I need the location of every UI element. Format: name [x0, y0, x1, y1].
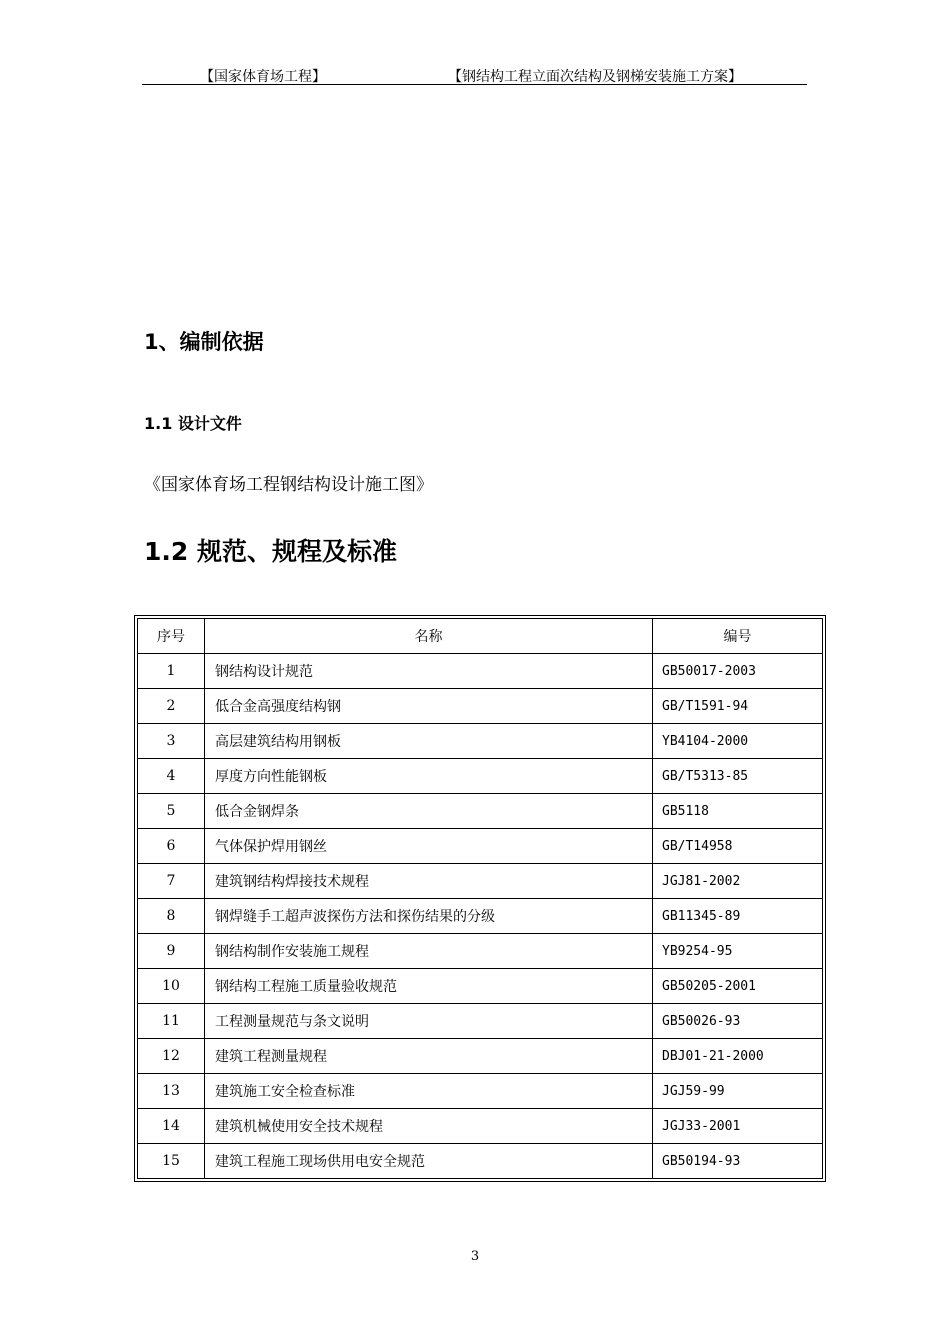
table-header-row: [138, 619, 823, 654]
table-row: [138, 1074, 823, 1109]
cell-index: 11: [138, 1004, 205, 1039]
table-row: [138, 969, 823, 1004]
cell-name: 建筑钢结构焊接技术规程: [205, 864, 653, 899]
table-row: [138, 899, 823, 934]
header-rule: [142, 84, 807, 85]
cell-index: 4: [138, 759, 205, 794]
cell-name: 低合金钢焊条: [205, 794, 653, 829]
standards-table: [137, 618, 823, 1179]
table-row: [138, 864, 823, 899]
table-row: [138, 689, 823, 724]
cell-index: 8: [138, 899, 205, 934]
cell-name: 低合金高强度结构钢: [205, 689, 653, 724]
cell-name: 厚度方向性能钢板: [205, 759, 653, 794]
table-row: [138, 934, 823, 969]
cell-name: 工程测量规范与条文说明: [205, 1004, 653, 1039]
cell-code: JGJ33-2001: [653, 1109, 823, 1144]
cell-code: GB11345-89: [653, 899, 823, 934]
cell-name: 建筑机械使用安全技术规程: [205, 1109, 653, 1144]
table-row: [138, 1039, 823, 1074]
standards-table-frame: [134, 615, 826, 1182]
cell-code: DBJ01-21-2000: [653, 1039, 823, 1074]
cell-index: 14: [138, 1109, 205, 1144]
cell-index: 3: [138, 724, 205, 759]
page-number: 3: [470, 1249, 480, 1264]
cell-index: 13: [138, 1074, 205, 1109]
table-row: [138, 1144, 823, 1179]
cell-index: 6: [138, 829, 205, 864]
cell-name: 高层建筑结构用钢板: [205, 724, 653, 759]
cell-name: 钢结构制作安装施工规程: [205, 934, 653, 969]
cell-name: 建筑工程测量规程: [205, 1039, 653, 1074]
cell-name: 钢结构设计规范: [205, 654, 653, 689]
table-row: [138, 1109, 823, 1144]
table-row: [138, 1004, 823, 1039]
cell-index: 2: [138, 689, 205, 724]
header-cell-index: 序号: [138, 619, 205, 654]
cell-code: JGJ81-2002: [653, 864, 823, 899]
cell-code: YB4104-2000: [653, 724, 823, 759]
header-cell-name: 名称: [205, 619, 653, 654]
page-header-left: 【国家体育场工程】: [200, 69, 326, 85]
table-row: [138, 654, 823, 689]
cell-code: YB9254-95: [653, 934, 823, 969]
cell-name: 钢焊缝手工超声波探伤方法和探伤结果的分级: [205, 899, 653, 934]
cell-code: GB50026-93: [653, 1004, 823, 1039]
cell-index: 1: [138, 654, 205, 689]
cell-code: GB/T5313-85: [653, 759, 823, 794]
subsection-heading-standards: 1.2 规范、规程及标准: [144, 537, 397, 566]
subsection-heading-design-docs: 1.1 设计文件: [144, 414, 242, 433]
cell-index: 5: [138, 794, 205, 829]
table-row: [138, 829, 823, 864]
cell-code: GB50017-2003: [653, 654, 823, 689]
cell-code: GB5118: [653, 794, 823, 829]
cell-index: 9: [138, 934, 205, 969]
cell-index: 7: [138, 864, 205, 899]
cell-code: GB/T1591-94: [653, 689, 823, 724]
table-row: [138, 724, 823, 759]
cell-index: 10: [138, 969, 205, 1004]
cell-name: 建筑工程施工现场供用电安全规范: [205, 1144, 653, 1179]
cell-code: JGJ59-99: [653, 1074, 823, 1109]
header-cell-code: 编号: [653, 619, 823, 654]
cell-name: 钢结构工程施工质量验收规范: [205, 969, 653, 1004]
design-docs-text: 《国家体育场工程钢结构设计施工图》: [144, 475, 433, 495]
cell-index: 15: [138, 1144, 205, 1179]
section-heading: 1、编制依据: [144, 330, 264, 354]
cell-code: GB/T14958: [653, 829, 823, 864]
cell-name: 气体保护焊用钢丝: [205, 829, 653, 864]
page-header-right: 【钢结构工程立面次结构及钢梯安装施工方案】: [448, 69, 742, 85]
cell-index: 12: [138, 1039, 205, 1074]
table-row: [138, 759, 823, 794]
cell-code: GB50205-2001: [653, 969, 823, 1004]
table-row: [138, 794, 823, 829]
cell-name: 建筑施工安全检查标准: [205, 1074, 653, 1109]
cell-code: GB50194-93: [653, 1144, 823, 1179]
